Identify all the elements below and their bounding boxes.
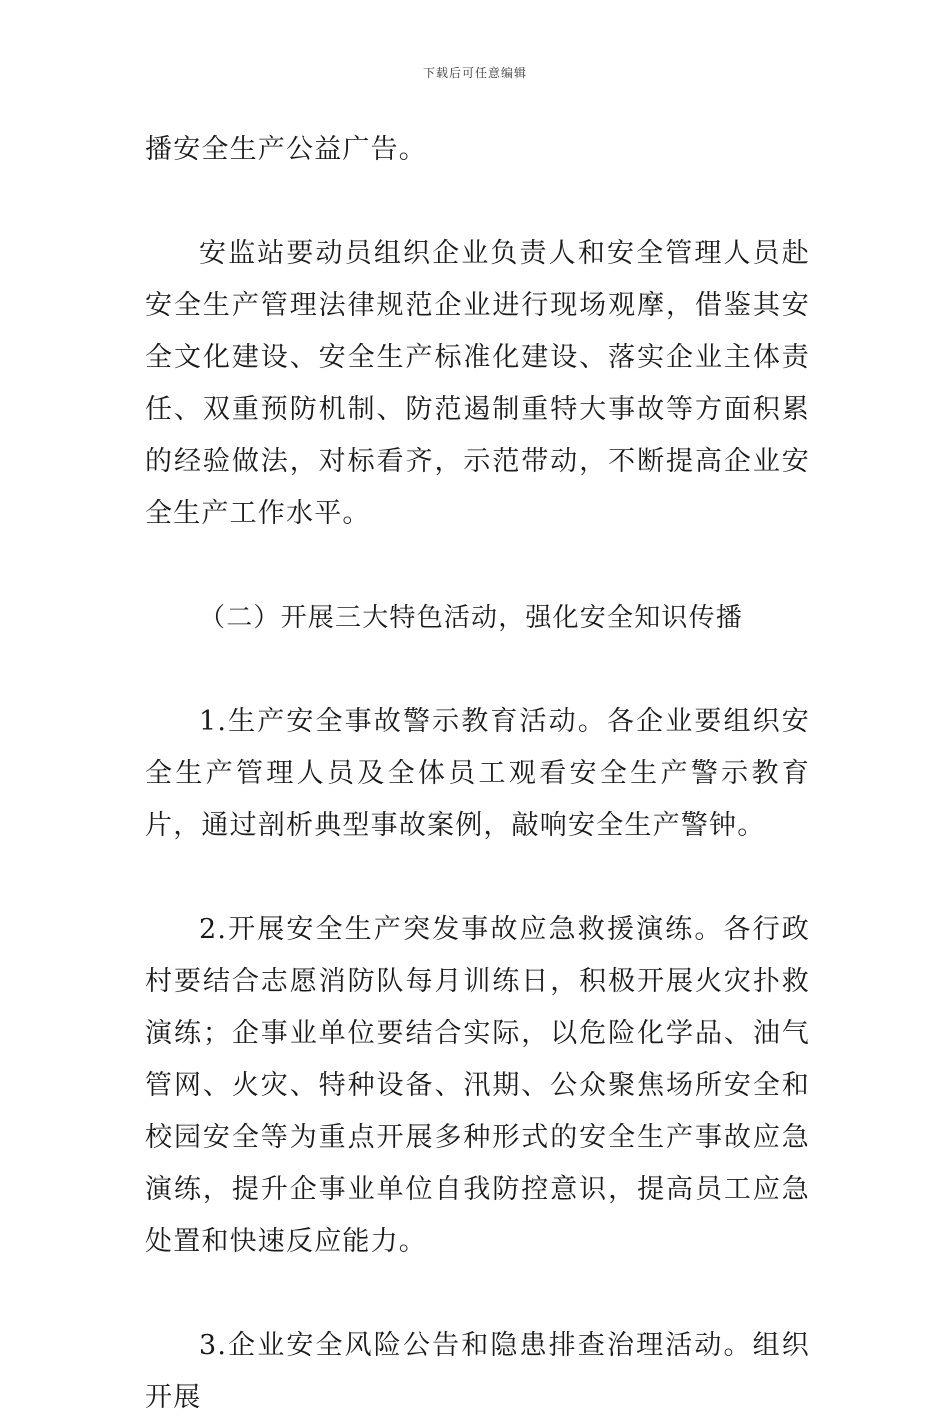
paragraph-gap bbox=[145, 540, 810, 592]
paragraph-gap bbox=[145, 644, 810, 696]
paragraph-gap bbox=[145, 176, 810, 228]
paragraph-item-3: 3.企业安全风险公告和隐患排查治理活动。组织开展 bbox=[145, 1330, 810, 1413]
document-body bbox=[145, 124, 810, 1424]
paragraph-continuation: 播安全生产公益广告。 bbox=[145, 134, 427, 165]
page-header: 下载后可任意编辑 bbox=[422, 66, 527, 80]
paragraph-item-2: 2.开展安全生产突发事故应急救援演练。各行政村要结合志愿消防队每月训练日，积极开展火灾扑救演练；企事业单位要结合实际，以危险化学品、油气管网、火灾、特种设备、汛期、公众聚焦场所安全和校园安全等为重点开展多种形式的安全生产事故应急演练，提升企事业单位自我防控意识，提高员工应急处置和快速反应能力。 bbox=[145, 914, 810, 1257]
paragraph-gap bbox=[145, 852, 810, 904]
paragraph-item-1: 1.生产安全事故警示教育活动。各企业要组织安全生产管理人员及全体员工观看安全生产警示教育片，通过剖析典型事故案例，敲响安全生产警钟。 bbox=[145, 706, 810, 841]
section-heading: （二）开展三大特色活动，强化安全知识传播 bbox=[199, 603, 744, 633]
paragraph-gap bbox=[145, 1268, 810, 1320]
paragraph-site-observation: 安监站要动员组织企业负责人和安全管理人员赴安全生产管理法律规范企业进行现场观摩，借鉴其安全文化建设、安全生产标准化建设、落实企业主体责任、双重预防机制、防范遏制重特大事故等方面积累的经验做法，对标看齐，示范带动，不断提高企业安全生产工作水平。 bbox=[145, 238, 810, 529]
